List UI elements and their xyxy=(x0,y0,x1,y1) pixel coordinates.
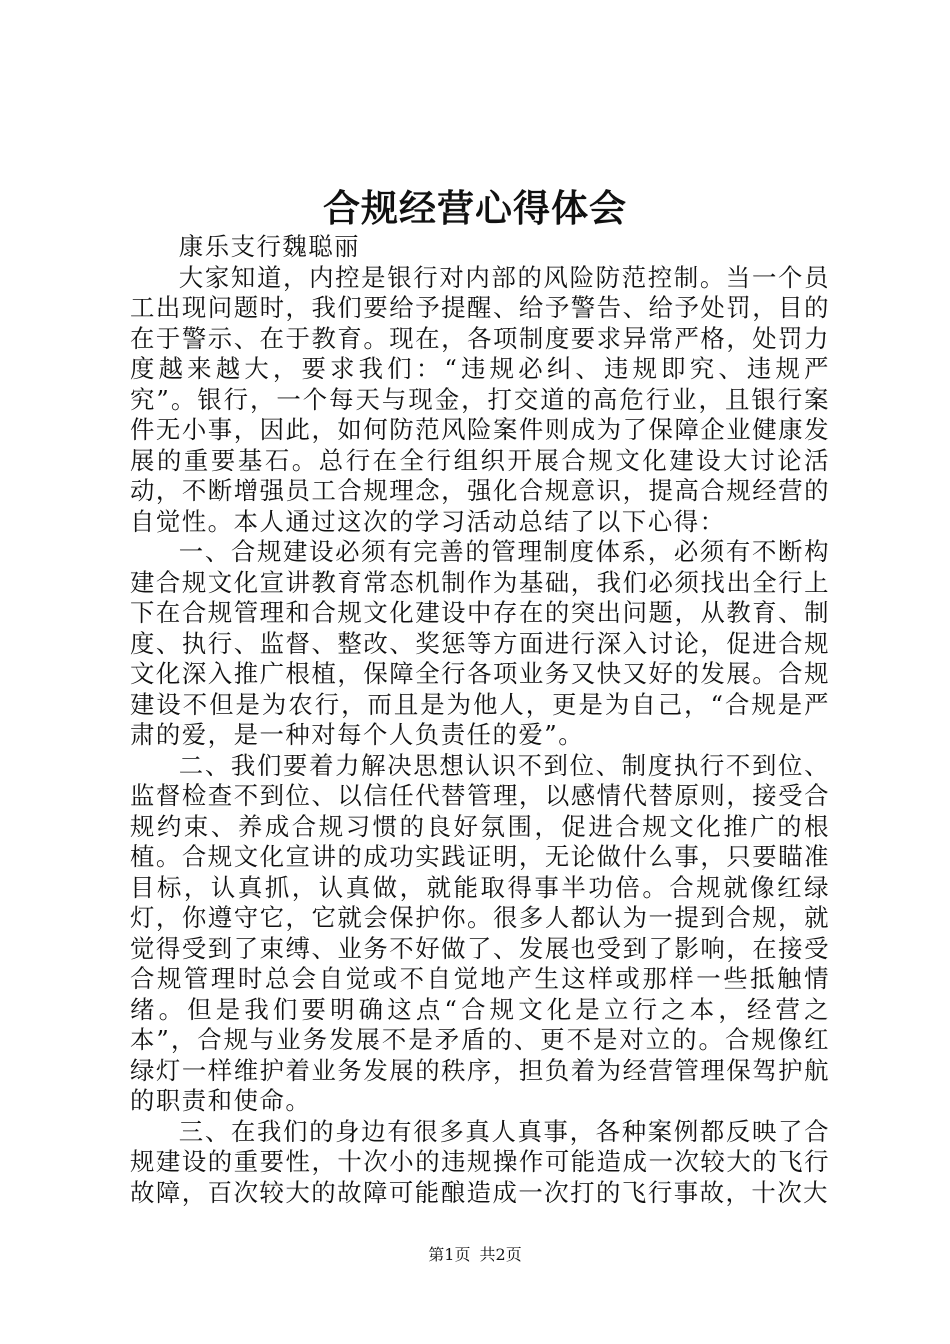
page-number: 第1页 xyxy=(428,1245,471,1264)
page-footer xyxy=(0,1244,950,1266)
page-total: 共2页 xyxy=(479,1245,522,1264)
document-title: 合规经营心得体会 xyxy=(323,186,627,230)
paragraph-intro: 大家知道，内控是银行对内部的风险防范控制。当一个员工出现问题时，我们要给予提醒、给予警告、给予处罚，目的在于警示、在于教育。现在，各项制度要求异常严格，处罚力度越来越大，要求我们：“违规必纠、违规即究、违规严究”。银行，一个每天与现金，打交道的高危行业，且银行案件无小事，因此，如何防范风险案件则成为了保障企业健康发展的重要基石。总行在全行组织开展合规文化建设大讨论活动，不断增强员工合规理念，强化合规意识，提高合规经营的自觉性。本人通过这次的学习活动总结了以下心得： xyxy=(130,262,830,536)
paragraph-point-two: 二、我们要着力解决思想认识不到位、制度执行不到位、监督检查不到位、以信任代替管理，以感情代替原则，接受合规约束、养成合规习惯的良好氛围，促进合规文化推广的根植。合规文化宣讲的成功实践证明，无论做什么事，只要瞄准目标，认真抓，认真做，就能取得事半功倍。合规就像红绿灯，你遵守它，它就会保护你。很多人都认为一提到合规，就觉得受到了束缚、业务不好做了、发展也受到了影响，在接受合规管理时总会自觉或不自觉地产生这样或那样一些抵触情绪。但是我们要明确这点“合规文化是立行之本，经营之本”，合规与业务发展不是矛盾的、更不是对立的。合规像红绿灯一样维护着业务发展的秩序，担负着为经营管理保驾护航的职责和使命。 xyxy=(130,750,830,1115)
paragraph-point-three: 三、在我们的身边有很多真人真事，各种案例都反映了合规建设的重要性，十次小的违规操作可能造成一次较大的飞行故障，百次较大的故障可能酿造成一次打的飞行事故，十次大 xyxy=(130,1116,830,1207)
document-body xyxy=(130,232,830,1208)
paragraph-point-one: 一、合规建设必须有完善的管理制度体系，必须有不断构建合规文化宣讲教育常态机制作为基础，我们必须找出全行上下在合规管理和合规文化建设中存在的突出问题，从教育、制度、执行、监督、整改、奖惩等方面进行深入讨论，促进合规文化深入推广根植，保障全行各项业务又快又好的发展。合规建设不但是为农行，而且是为他人，更是为自己，“合规是严肃的爱，是一种对每个人负责任的爱”。 xyxy=(130,537,830,749)
author-line: 康乐支行魏聪丽 xyxy=(178,232,361,261)
